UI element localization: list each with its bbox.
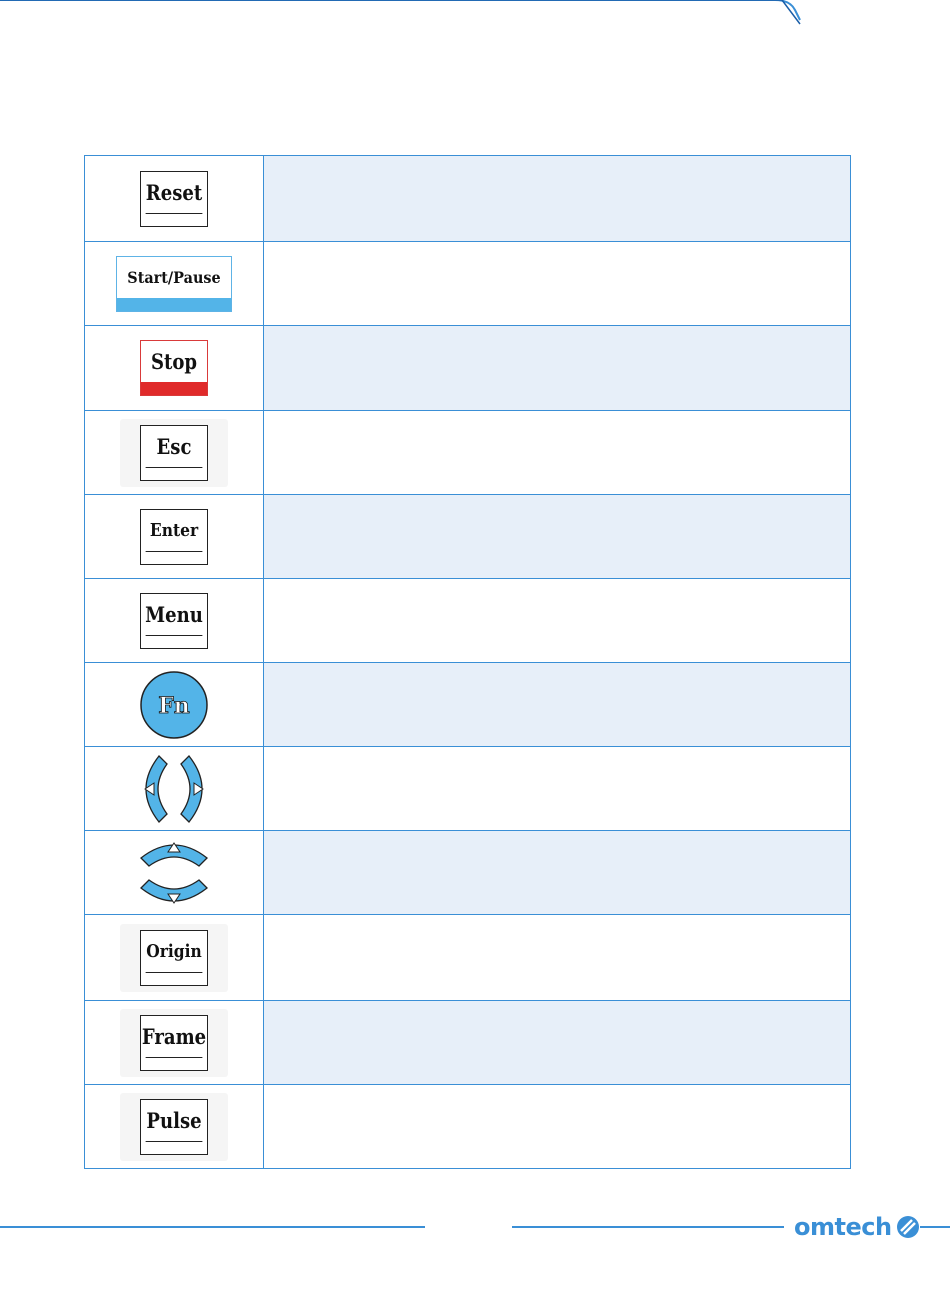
key-label: Reset	[146, 172, 203, 214]
logo-text: omtech	[794, 1213, 892, 1241]
key-label: Pulse	[146, 1100, 203, 1142]
frame-key-icon	[140, 1015, 208, 1071]
key-label: Start/Pause	[127, 267, 221, 287]
description-cell	[264, 663, 851, 747]
start-pause-key-icon	[116, 256, 232, 312]
table-row	[85, 915, 851, 1001]
table-row	[85, 156, 851, 242]
table-row	[85, 242, 851, 326]
footer-rule-end	[920, 1226, 950, 1228]
table-row	[85, 411, 851, 495]
stop-key-icon	[140, 340, 208, 396]
table-row	[85, 831, 851, 915]
description-cell	[264, 326, 851, 411]
control-panel-key-table	[84, 155, 851, 1169]
table-row	[85, 495, 851, 579]
footer-rule-left	[0, 1226, 425, 1228]
table-row	[85, 579, 851, 663]
key-label: Menu	[146, 594, 203, 636]
description-cell	[264, 242, 851, 326]
key-label: Frame	[146, 1016, 203, 1058]
description-cell	[264, 831, 851, 915]
logo-mark-icon	[896, 1215, 920, 1239]
description-cell	[264, 747, 851, 831]
omtech-logo	[794, 1211, 920, 1243]
description-cell	[264, 915, 851, 1001]
enter-key-icon	[140, 509, 208, 565]
header-rule	[0, 0, 950, 70]
description-cell	[264, 495, 851, 579]
description-cell	[264, 579, 851, 663]
table-row	[85, 1001, 851, 1085]
description-cell	[264, 156, 851, 242]
table-row	[85, 663, 851, 747]
key-label: Esc	[146, 426, 203, 468]
origin-key-icon	[140, 930, 208, 986]
esc-key-icon	[140, 425, 208, 481]
reset-key-icon	[140, 171, 208, 227]
key-label: Stop	[150, 349, 198, 374]
description-cell	[264, 411, 851, 495]
table-row	[85, 1085, 851, 1169]
key-label: Fn	[158, 692, 190, 719]
key-label: Origin	[146, 931, 203, 973]
footer-rule-right	[512, 1226, 784, 1228]
up-down-arrow-keys-icon	[139, 838, 209, 908]
description-cell	[264, 1085, 851, 1169]
key-label: Enter	[146, 510, 203, 552]
description-cell	[264, 1001, 851, 1085]
table-row	[85, 326, 851, 411]
left-right-arrow-keys-icon	[139, 754, 209, 824]
fn-key-icon	[139, 670, 209, 740]
table-row	[85, 747, 851, 831]
menu-key-icon	[140, 593, 208, 649]
pulse-key-icon	[140, 1099, 208, 1155]
